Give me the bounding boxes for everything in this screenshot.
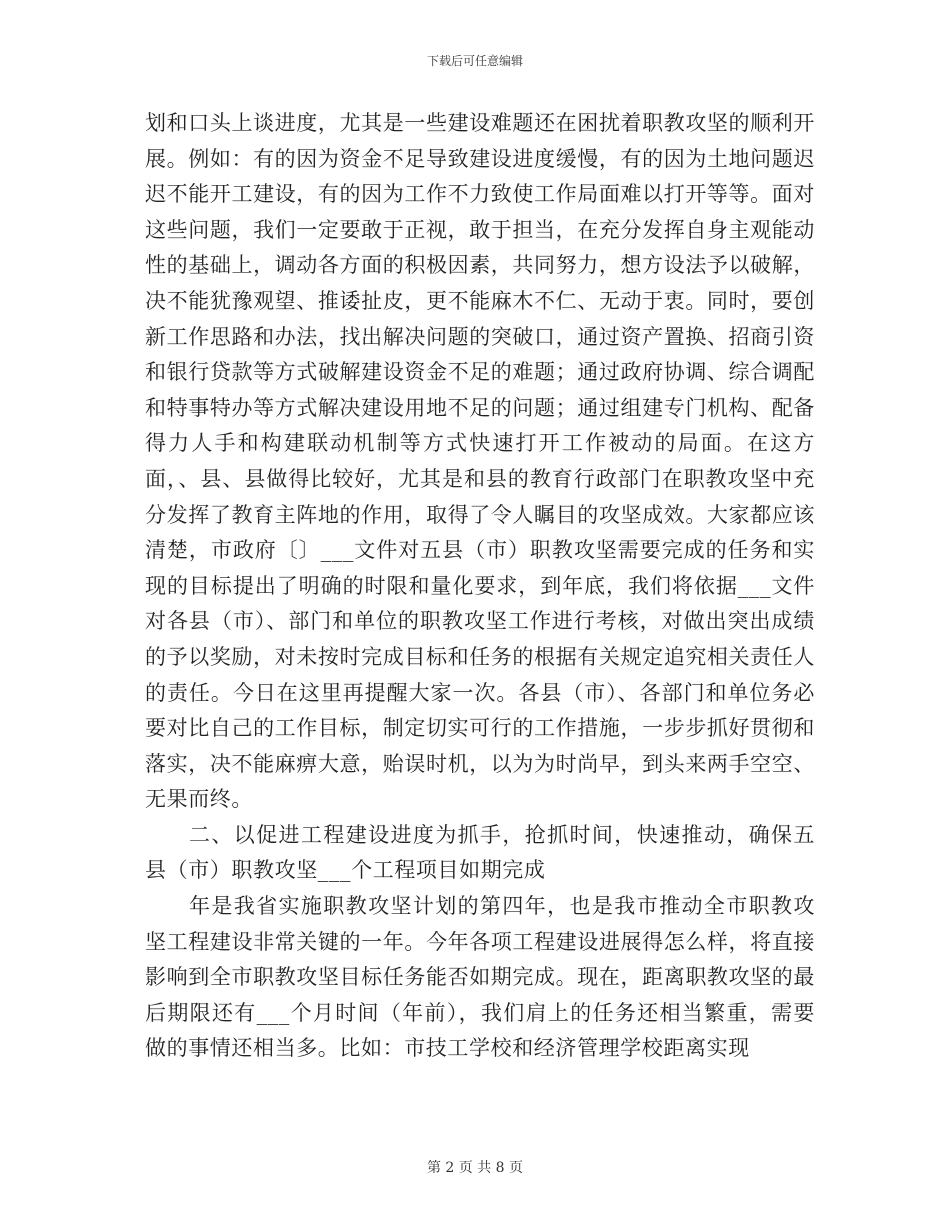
page-header: 下载后可任意编辑 [426, 54, 523, 68]
paragraph-3: 年是我省实施职教攻坚计划的第四年，也是我市推动全市职教攻坚工程建设非常关键的一年。今年各项工程建设进展得怎么样，将直接影响到全市职教攻坚目标任务能否如期完成。现在，距离职教攻坚的最后期限还有___个月时间（年前），我们肩上的任务还相当繁重，需要做的事情还相当多。比如：市技工学校和经济管理学校距离实现 [145, 894, 815, 1061]
paragraph-1: 划和口头上谈进度，尤其是一些建设难题还在困扰着职教攻坚的顺利开展。例如：有的因为资金不足导致建设进度缓慢，有的因为土地问题迟迟不能开工建设，有的因为工作不力致使工作局面难以打开等等。面对这些问题，我们一定要敢于正视，敢于担当，在充分发挥自身主观能动性的基础上，调动各方面的积极因素，共同努力，想方设法予以破解，决不能犹豫观望、推诿扯皮，更不能麻木不仁、无动于衷。同时，要创新工作思路和办法，找出解决问题的突破口，通过资产置换、招商引资和银行贷款等方式破解建设资金不足的难题；通过政府协调、综合调配和特事特办等方式解决建设用地不足的问题；通过组建专门机构、配备得力人手和构建联动机制等方式快速打开工作被动的局面。在这方面，、县、县做得比较好，尤其是和县的教育行政部门在职教攻坚中充分发挥了教育主阵地的作用，取得了令人瞩目的攻坚成效。大家都应该清楚，市政府〔〕___文件对五县（市）职教攻坚需要完成的任务和实现的目标提出了明确的时限和量化要求，到年底，我们将依据___文件对各县（市）、部门和单位的职教攻坚工作进行考核，对做出突出成绩的予以奖励，对未按时完成目标和任务的根据有关规定追究相关责任人的责任。今日在这里再提醒大家一次。各县（市）、各部门和单位务必要对比自己的工作目标，制定切实可行的工作措施，一步步抓好贯彻和落实，决不能麻痹大意，贻误时机，以为为时尚早，到头来两手空空、无果而终。 [145, 111, 815, 812]
section-heading-2: 二、以促进工程建设进度为抓手，抢抓时间，快速推动，确保五县（市）职教攻坚___个工程项目如期完成 [145, 822, 815, 883]
page-footer: 第 2 页 共 8 页 [426, 1160, 524, 1176]
document-body [145, 106, 815, 1067]
